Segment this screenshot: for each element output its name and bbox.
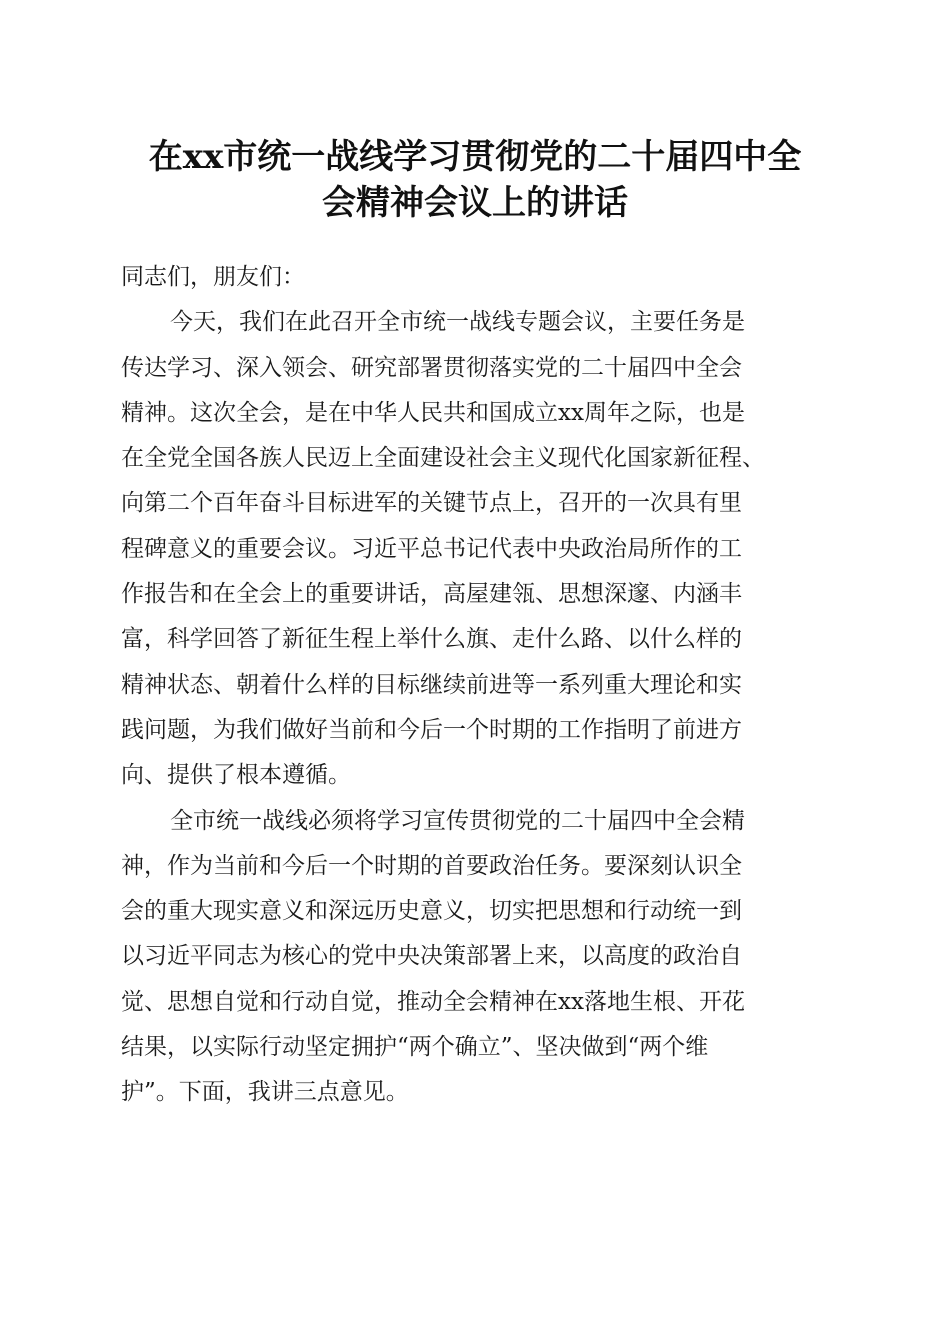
paragraph-line: 护”。下面，我讲三点意见。	[121, 1079, 409, 1106]
paragraph-line: 践问题，为我们做好当前和今后一个时期的工作指明了前进方	[121, 716, 742, 743]
salutation: 同志们，朋友们：	[121, 264, 305, 290]
paragraph-line: 向、提供了根本遵循。	[121, 762, 351, 789]
document-title	[120, 134, 830, 226]
paragraph-line: 神，作为当前和今后一个时期的首要政治任务。要深刻认识全	[121, 852, 742, 879]
paragraph-line: 作报告和在全会上的重要讲话，高屋建瓴、思想深邃、内涵丰	[121, 581, 742, 608]
paragraph-line: 精神。这次全会，是在中华人民共和国成立xx周年之际，也是	[121, 399, 745, 426]
title-line: 在xx市统一战线学习贯彻党的二十届四中全	[148, 137, 802, 177]
paragraph-line: 程碑意义的重要会议。习近平总书记代表中央政治局所作的工	[121, 535, 742, 562]
paragraph-line: 向第二个百年奋斗目标进军的关键节点上，召开的一次具有里	[121, 490, 742, 517]
paragraph-1	[121, 300, 841, 798]
paragraph-line: 传达学习、深入领会、研究部署贯彻落实党的二十届四中全会	[121, 354, 742, 381]
paragraph-line: 精神状态、朝着什么样的目标继续前进等一系列重大理论和实	[121, 671, 742, 698]
paragraph-line: 全市统一战线必须将学习宣传贯彻党的二十届四中全会精	[170, 807, 745, 834]
paragraph-line: 今天，我们在此召开全市统一战线专题会议，主要任务是	[170, 309, 745, 336]
document-body	[121, 255, 841, 1116]
paragraph-line: 富，科学回答了新征生程上举什么旗、走什么路、以什么样的	[121, 626, 742, 653]
paragraph-line: 在全党全国各族人民迈上全面建设社会主义现代化国家新征程、	[121, 445, 765, 472]
paragraph-line: 觉、思想自觉和行动自觉，推动全会精神在xx落地生根、开花	[121, 988, 745, 1015]
paragraph-line: 结果，以实际行动坚定拥护“两个确立”、坚决做到“两个维	[121, 1034, 709, 1061]
paragraph-line: 会的重大现实意义和深远历史意义，切实把思想和行动统一到	[121, 898, 742, 925]
paragraph-line: 以习近平同志为核心的党中央决策部署上来，以高度的政治自	[121, 943, 742, 970]
paragraph-2	[121, 799, 841, 1116]
title-line: 会精神会议上的讲话	[322, 183, 628, 223]
